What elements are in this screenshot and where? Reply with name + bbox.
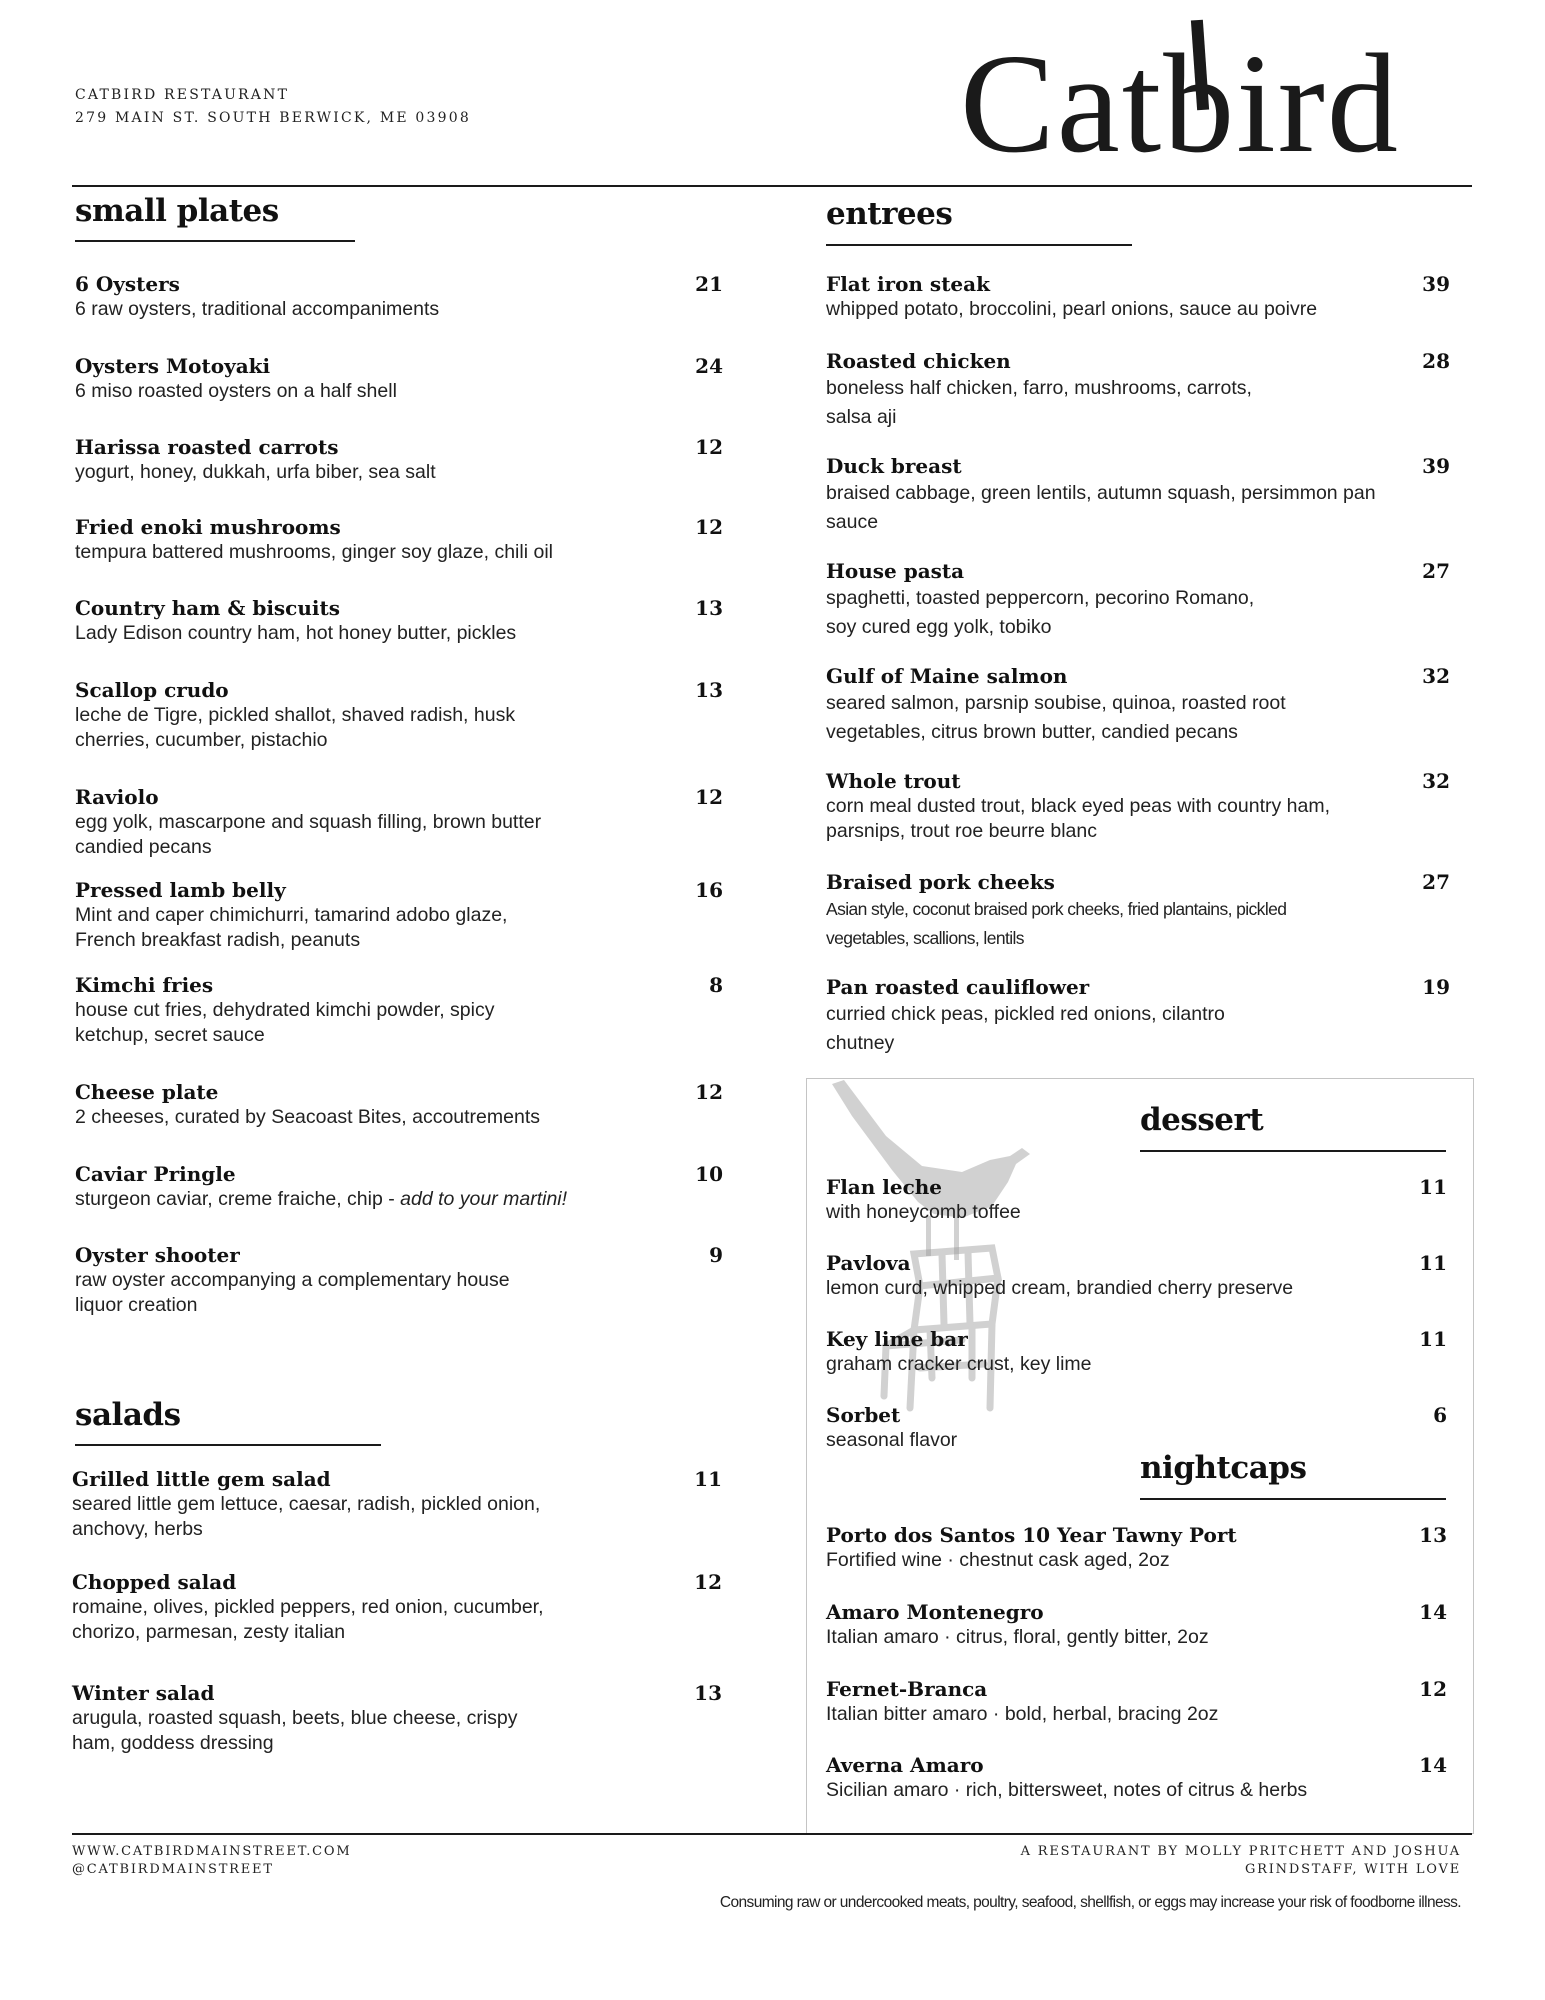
item-description-line: house cut fries, dehydrated kimchi powder, spicy <box>75 999 495 1021</box>
item-price: 13 <box>695 678 723 702</box>
salads-rule <box>75 1444 381 1446</box>
entrees-rule <box>826 244 1132 246</box>
item-price: 21 <box>695 272 723 296</box>
item-description-line: arugula, roasted squash, beets, blue cheese, crispy <box>72 1707 518 1729</box>
entrees-heading: entrees <box>826 196 953 232</box>
item-price: 6 <box>1433 1403 1447 1427</box>
small-plates-heading: small plates <box>75 193 279 229</box>
menu-item-flan-leche <box>826 1174 1447 1225</box>
footer-credit <box>1001 1843 1461 1879</box>
menu-item-house-pasta <box>826 558 1450 642</box>
menu-item-oysters-motoyaki <box>75 353 723 404</box>
item-description-line: chorizo, parmesan, zesty italian <box>72 1621 346 1643</box>
item-price: 12 <box>695 515 723 539</box>
menu-item-cheese-plate <box>75 1079 723 1130</box>
menu-item-grilled-little-gem-salad <box>72 1466 722 1542</box>
item-description-line: liquor creation <box>75 1294 198 1316</box>
item-description-line: romaine, olives, pickled peppers, red onion, cucumber, <box>72 1596 544 1618</box>
website-link[interactable]: WWW.CATBIRDMAINSTREET.COM <box>72 1844 352 1859</box>
item-name: Sorbet <box>826 1403 901 1427</box>
item-name: Oysters Motoyaki <box>75 354 271 378</box>
item-description-line: cherries, cucumber, pistachio <box>75 729 328 751</box>
menu-item-sorbet <box>826 1402 1447 1453</box>
item-description: whipped potato, broccolini, pearl onions, sauce au poivre <box>826 298 1318 320</box>
menu-item-chopped-salad <box>72 1569 722 1645</box>
menu-item-harissa-roasted-carrots <box>75 434 723 485</box>
item-price: 14 <box>1419 1600 1447 1624</box>
menu-item-flat-iron-steak <box>826 271 1450 322</box>
item-name: Winter salad <box>72 1681 215 1705</box>
menu-item-6-oysters <box>75 271 723 322</box>
item-description: lemon curd, whipped cream, brandied cherry preserve <box>826 1277 1294 1299</box>
item-description-line: leche de Tigre, pickled shallot, shaved radish, husk <box>75 704 516 726</box>
item-description: seasonal flavor <box>826 1429 958 1451</box>
menu-item-winter-salad <box>72 1680 722 1756</box>
item-description-line: Asian style, coconut braised pork cheeks, fried plantains, pickled <box>826 899 1287 919</box>
restaurant-address-block <box>75 84 471 130</box>
credit-line: A RESTAURANT BY MOLLY PRITCHETT AND JOSHUA <box>1020 1844 1461 1859</box>
item-name: Chopped salad <box>72 1570 237 1594</box>
item-price: 14 <box>1419 1753 1447 1777</box>
item-description: Italian amaro · citrus, floral, gently bitter, 2oz <box>826 1626 1209 1648</box>
item-name: Amaro Montenegro <box>826 1600 1044 1624</box>
item-name: Roasted chicken <box>826 349 1011 373</box>
footer-contact <box>72 1843 352 1879</box>
header-divider <box>72 185 1472 187</box>
item-description-line: corn meal dusted trout, black eyed peas with country ham, <box>826 795 1331 817</box>
item-description-line: French breakfast radish, peanuts <box>75 929 361 951</box>
item-name: Harissa roasted carrots <box>75 435 339 459</box>
item-price: 32 <box>1422 664 1450 688</box>
item-description-line: soy cured egg yolk, tobiko <box>826 616 1052 638</box>
item-name: Oyster shooter <box>75 1243 240 1267</box>
item-description: Italian bitter amaro · bold, herbal, bracing 2oz <box>826 1703 1219 1725</box>
menu-item-kimchi-fries <box>75 972 723 1048</box>
footer-divider <box>72 1833 1472 1835</box>
item-price: 13 <box>694 1681 722 1705</box>
item-name: Whole trout <box>826 769 961 793</box>
item-name: Grilled little gem salad <box>72 1467 331 1491</box>
item-description <box>75 1187 723 1212</box>
menu-item-braised-pork-cheeks <box>826 869 1450 953</box>
item-description: 6 miso roasted oysters on a half shell <box>75 380 397 402</box>
item-description-line: vegetables, scallions, lentils <box>826 928 1024 948</box>
dessert-heading: dessert <box>1140 1102 1264 1138</box>
credit-line: GRINDSTAFF, WITH LOVE <box>1244 1862 1461 1877</box>
restaurant-address: 279 MAIN ST. SOUTH BERWICK, ME 03908 <box>75 110 471 126</box>
item-name: Pavlova <box>826 1251 911 1275</box>
item-description-line: braised cabbage, green lentils, autumn squash, persimmon pan <box>826 482 1376 504</box>
menu-item-country-ham-biscuits <box>75 595 723 646</box>
item-price: 39 <box>1422 454 1450 478</box>
item-description-line: Mint and caper chimichurri, tamarind adobo glaze, <box>75 904 508 926</box>
menu-item-raviolo <box>75 784 723 860</box>
item-name: 6 Oysters <box>75 272 180 296</box>
dessert-rule <box>1140 1150 1446 1152</box>
item-price: 16 <box>695 878 723 902</box>
item-description-line: ketchup, secret sauce <box>75 1024 265 1046</box>
item-description: graham cracker crust, key lime <box>826 1353 1092 1375</box>
small-plates-rule <box>75 240 355 242</box>
item-price: 27 <box>1422 870 1450 894</box>
menu-item-gulf-of-maine-salmon <box>826 663 1450 747</box>
menu-item-caviar-pringle <box>75 1161 723 1212</box>
item-price: 28 <box>1422 349 1450 373</box>
item-description: Sicilian amaro · rich, bittersweet, notes of citrus & herbs <box>826 1779 1308 1801</box>
item-price: 8 <box>709 973 723 997</box>
item-name: Fernet-Branca <box>826 1677 988 1701</box>
menu-item-porto-dos-santos <box>826 1522 1447 1573</box>
item-description-line: boneless half chicken, farro, mushrooms, carrots, <box>826 377 1252 399</box>
item-name: Pan roasted cauliflower <box>826 975 1090 999</box>
item-name: Key lime bar <box>826 1327 968 1351</box>
menu-item-pan-roasted-cauliflower <box>826 974 1450 1058</box>
item-price: 27 <box>1422 559 1450 583</box>
item-description-line: ham, goddess dressing <box>72 1732 274 1754</box>
menu-item-whole-trout <box>826 768 1450 844</box>
social-handle[interactable]: @CATBIRDMAINSTREET <box>72 1862 274 1877</box>
item-name: Porto dos Santos 10 Year Tawny Port <box>826 1523 1237 1547</box>
menu-item-key-lime-bar <box>826 1326 1447 1377</box>
item-price: 24 <box>695 354 723 378</box>
item-description-line: vegetables, citrus brown butter, candied pecans <box>826 721 1238 743</box>
item-price: 9 <box>709 1243 723 1267</box>
nightcaps-heading: nightcaps <box>1140 1450 1307 1486</box>
item-name: Flan leche <box>826 1175 943 1199</box>
item-name: Scallop crudo <box>75 678 229 702</box>
item-description-line: sauce <box>826 511 879 533</box>
menu-item-fried-enoki-mushrooms <box>75 514 723 565</box>
item-price: 12 <box>1419 1677 1447 1701</box>
menu-item-pavlova <box>826 1250 1447 1301</box>
item-description-line: seared little gem lettuce, caesar, radish, pickled onion, <box>72 1493 541 1515</box>
item-description: Fortified wine · chestnut cask aged, 2oz <box>826 1549 1170 1571</box>
item-price: 12 <box>695 1080 723 1104</box>
item-description: with honeycomb toffee <box>826 1201 1021 1223</box>
item-price: 13 <box>1419 1523 1447 1547</box>
item-name: Gulf of Maine salmon <box>826 664 1068 688</box>
item-description-line: candied pecans <box>75 836 212 858</box>
menu-item-duck-breast <box>826 453 1450 537</box>
item-description-line: anchovy, herbs <box>72 1518 203 1540</box>
item-price: 10 <box>695 1162 723 1186</box>
item-description-line: salsa aji <box>826 406 897 428</box>
item-price: 19 <box>1422 975 1450 999</box>
item-name: Fried enoki mushrooms <box>75 515 341 539</box>
item-description-line: curried chick peas, pickled red onions, cilantro <box>826 1003 1225 1025</box>
logo-text: Catbird <box>960 24 1400 182</box>
item-name: Pressed lamb belly <box>75 878 286 902</box>
menu-item-fernet-branca <box>826 1676 1447 1727</box>
item-price: 39 <box>1422 272 1450 296</box>
item-price: 12 <box>694 1570 722 1594</box>
item-price: 13 <box>695 596 723 620</box>
salads-heading: salads <box>75 1397 181 1433</box>
item-description-italic: add to your martini! <box>400 1188 568 1210</box>
menu-item-pressed-lamb-belly <box>75 877 723 953</box>
item-price: 12 <box>695 785 723 809</box>
item-price: 11 <box>1419 1175 1447 1199</box>
restaurant-name: CATBIRD RESTAURANT <box>75 87 290 103</box>
foodborne-illness-disclaimer: Consuming raw or undercooked meats, poultry, seafood, shellfish, or eggs may increase your risk of foodborne illness. <box>719 1894 1461 1911</box>
menu-item-roasted-chicken <box>826 348 1450 432</box>
item-description-line: chutney <box>826 1032 895 1054</box>
item-description: 6 raw oysters, traditional accompaniments <box>75 298 440 320</box>
item-name: Braised pork cheeks <box>826 870 1055 894</box>
item-name: Flat iron steak <box>826 272 990 296</box>
item-description-line: egg yolk, mascarpone and squash filling, brown butter <box>75 811 542 833</box>
item-name: House pasta <box>826 559 965 583</box>
item-price: 11 <box>1419 1327 1447 1351</box>
item-price: 32 <box>1422 769 1450 793</box>
item-price: 11 <box>1419 1251 1447 1275</box>
item-description-line: seared salmon, parsnip soubise, quinoa, roasted root <box>826 692 1286 714</box>
nightcaps-rule <box>1140 1498 1446 1500</box>
catbird-logo <box>960 20 1440 190</box>
item-description-text: sturgeon caviar, creme fraiche, chip - <box>75 1188 401 1210</box>
menu-item-amaro-montenegro <box>826 1599 1447 1650</box>
item-name: Country ham & biscuits <box>75 596 340 620</box>
item-description-line: spaghetti, toasted peppercorn, pecorino Romano, <box>826 587 1255 609</box>
item-description-line: parsnips, trout roe beurre blanc <box>826 820 1097 842</box>
item-price: 11 <box>694 1467 722 1491</box>
item-description: 2 cheeses, curated by Seacoast Bites, accoutrements <box>75 1106 541 1128</box>
menu-item-scallop-crudo <box>75 677 723 753</box>
item-description: Lady Edison country ham, hot honey butter, pickles <box>75 622 517 644</box>
item-name: Averna Amaro <box>826 1753 984 1777</box>
menu-item-oyster-shooter <box>75 1242 723 1318</box>
item-description: yogurt, honey, dukkah, urfa biber, sea salt <box>75 461 436 483</box>
item-description: tempura battered mushrooms, ginger soy glaze, chili oil <box>75 541 553 563</box>
item-price: 12 <box>695 435 723 459</box>
item-name: Cheese plate <box>75 1080 219 1104</box>
item-name: Caviar Pringle <box>75 1162 236 1186</box>
item-name: Kimchi fries <box>75 973 214 997</box>
item-description-line: raw oyster accompanying a complementary house <box>75 1269 510 1291</box>
menu-item-averna-amaro <box>826 1752 1447 1803</box>
item-name: Duck breast <box>826 454 962 478</box>
item-name: Raviolo <box>75 785 159 809</box>
